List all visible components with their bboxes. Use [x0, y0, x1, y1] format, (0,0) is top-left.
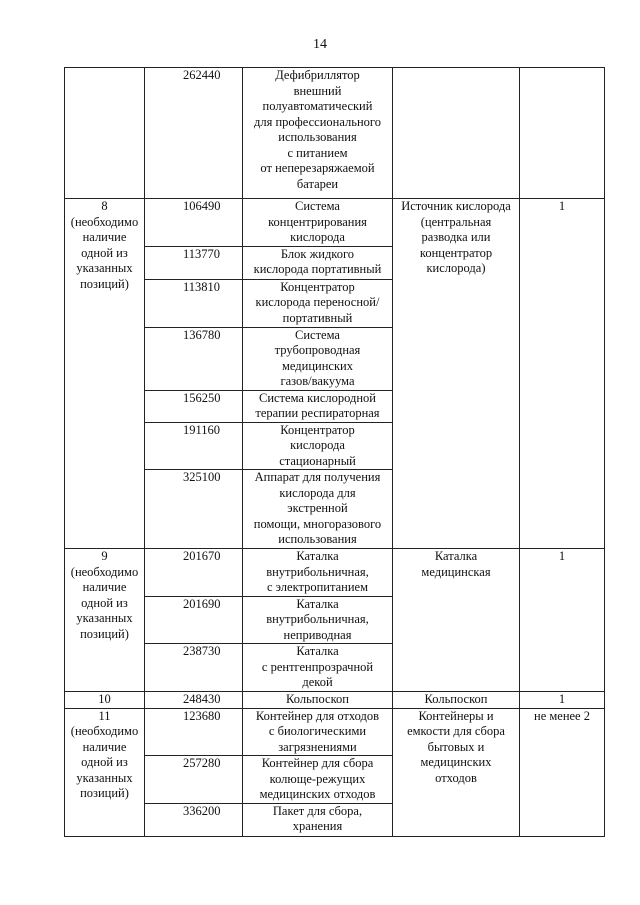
item-name-cell-text: Каталка внутрибольничная, неприводная — [266, 596, 369, 642]
item-name-cell-text: Каталка с рентгенпрозрачной декой — [261, 644, 374, 689]
quantity-cell — [520, 199, 605, 549]
item-name-cell — [243, 549, 393, 597]
item-name-cell — [243, 691, 393, 708]
table-row — [65, 549, 605, 597]
product-name-cell — [393, 549, 520, 692]
item-code-cell — [145, 644, 243, 692]
item-name-cell-text: Аппарат для получения кислорода для экстренной помощи, многоразового использования — [253, 470, 382, 546]
item-name-cell-text: Концентратор кислорода стационарный — [279, 422, 356, 468]
item-code-cell-text: 106490 — [183, 199, 221, 213]
item-name-cell-text: Каталка внутрибольничная, с электропитанием — [266, 549, 369, 594]
item-code-cell-text: 156250 — [183, 390, 221, 405]
item-name-cell — [243, 279, 393, 327]
equipment-table — [64, 67, 605, 837]
quantity-cell — [520, 549, 605, 692]
table-row — [65, 68, 605, 199]
group-number-cell — [65, 199, 145, 549]
item-name-cell — [243, 708, 393, 756]
quantity-cell-text: 1 — [558, 199, 566, 213]
product-name-cell — [393, 199, 520, 549]
item-code-cell-text: 113770 — [183, 246, 221, 261]
item-code-cell — [145, 327, 243, 390]
item-name-cell-text: Система концентрирования кислорода — [268, 199, 367, 244]
item-code-cell-text: 123680 — [183, 708, 221, 723]
item-code-cell-text: 113810 — [183, 279, 221, 294]
item-code-cell — [145, 596, 243, 644]
quantity-cell — [520, 68, 605, 199]
item-name-cell — [243, 390, 393, 422]
quantity-cell-text: 1 — [558, 691, 566, 706]
product-name-cell-text: Источник кислорода (центральная разводка или концентратор кислорода) — [401, 199, 511, 275]
item-code-cell — [145, 803, 243, 836]
quantity-cell-text: 1 — [558, 549, 566, 563]
group-number-cell-text: 9 (необходимо наличие одной из указанных позиций) — [70, 549, 139, 641]
item-name-cell-text: Контейнер для отходов с биологическими загрязнениями — [255, 708, 380, 754]
page-number: 14 — [313, 37, 327, 52]
item-code-cell-text: 325100 — [183, 470, 221, 484]
group-number-cell-text: 10 — [98, 691, 111, 706]
item-name-cell — [243, 199, 393, 247]
item-name-cell-text: Блок жидкого кислорода портативный — [253, 246, 382, 276]
table-row — [65, 691, 605, 708]
group-number-cell — [65, 549, 145, 692]
item-code-cell-text: 191160 — [183, 422, 221, 437]
item-code-cell — [145, 470, 243, 549]
product-name-cell-text: Кольпоскоп — [424, 691, 488, 706]
item-name-cell — [243, 756, 393, 804]
table-row — [65, 708, 605, 756]
item-name-cell-text: Дефибриллятор внешний полуавтоматический для профессионального использования с питанием от неперезаряжаемой батареи — [254, 68, 381, 191]
item-code-cell — [145, 422, 243, 470]
item-code-cell — [145, 246, 243, 279]
item-code-cell-text: 257280 — [183, 756, 221, 770]
group-number-cell — [65, 68, 145, 199]
item-code-cell — [145, 199, 243, 247]
group-number-cell-text: 8 (необходимо наличие одной из указанных позиций) — [70, 199, 139, 291]
group-number-cell-text: 11 (необходимо наличие одной из указанных позиций) — [70, 708, 139, 800]
item-name-cell-text: Кольпоскоп — [286, 691, 349, 706]
item-code-cell — [145, 756, 243, 804]
item-code-cell-text: 201690 — [183, 596, 221, 611]
product-name-cell-text: Каталка медицинская — [421, 549, 491, 579]
item-name-cell — [243, 596, 393, 644]
item-name-cell-text: Концентратор кислорода переносной/ портативный — [255, 279, 380, 325]
item-name-cell-text: Система трубопроводная медицинских газов/вакуума — [274, 327, 361, 388]
item-name-cell — [243, 803, 393, 836]
product-name-cell — [393, 708, 520, 836]
item-code-cell-text: 262440 — [183, 68, 221, 82]
item-name-cell-text: Пакет для сбора, хранения — [272, 803, 363, 833]
item-code-cell-text: 336200 — [183, 803, 221, 818]
item-name-cell-text: Система кислородной терапии респираторная — [255, 390, 380, 420]
table-row — [65, 199, 605, 247]
item-code-cell — [145, 68, 243, 199]
item-name-cell — [243, 327, 393, 390]
quantity-cell — [520, 708, 605, 836]
item-code-cell — [145, 390, 243, 422]
item-name-cell — [243, 470, 393, 549]
item-code-cell-text: 201670 — [183, 549, 221, 563]
equipment-table-body — [65, 68, 605, 837]
item-code-cell — [145, 549, 243, 597]
item-name-cell-text: Контейнер для сбора колюще-режущих медицинских отходов — [259, 756, 376, 801]
product-name-cell — [393, 68, 520, 199]
item-name-cell — [243, 644, 393, 692]
item-code-cell-text: 136780 — [183, 327, 221, 342]
group-number-cell — [65, 708, 145, 836]
item-name-cell — [243, 68, 393, 199]
product-name-cell — [393, 691, 520, 708]
item-code-cell — [145, 708, 243, 756]
product-name-cell-text: Контейнеры и емкости для сбора бытовых и медицинских отходов — [407, 708, 505, 785]
item-code-cell-text: 238730 — [183, 644, 221, 658]
item-code-cell — [145, 279, 243, 327]
group-number-cell — [65, 691, 145, 708]
item-name-cell — [243, 422, 393, 470]
quantity-cell — [520, 691, 605, 708]
quantity-cell-text: не менее 2 — [534, 708, 590, 723]
item-code-cell-text: 248430 — [183, 691, 221, 706]
item-code-cell — [145, 691, 243, 708]
item-name-cell — [243, 246, 393, 279]
